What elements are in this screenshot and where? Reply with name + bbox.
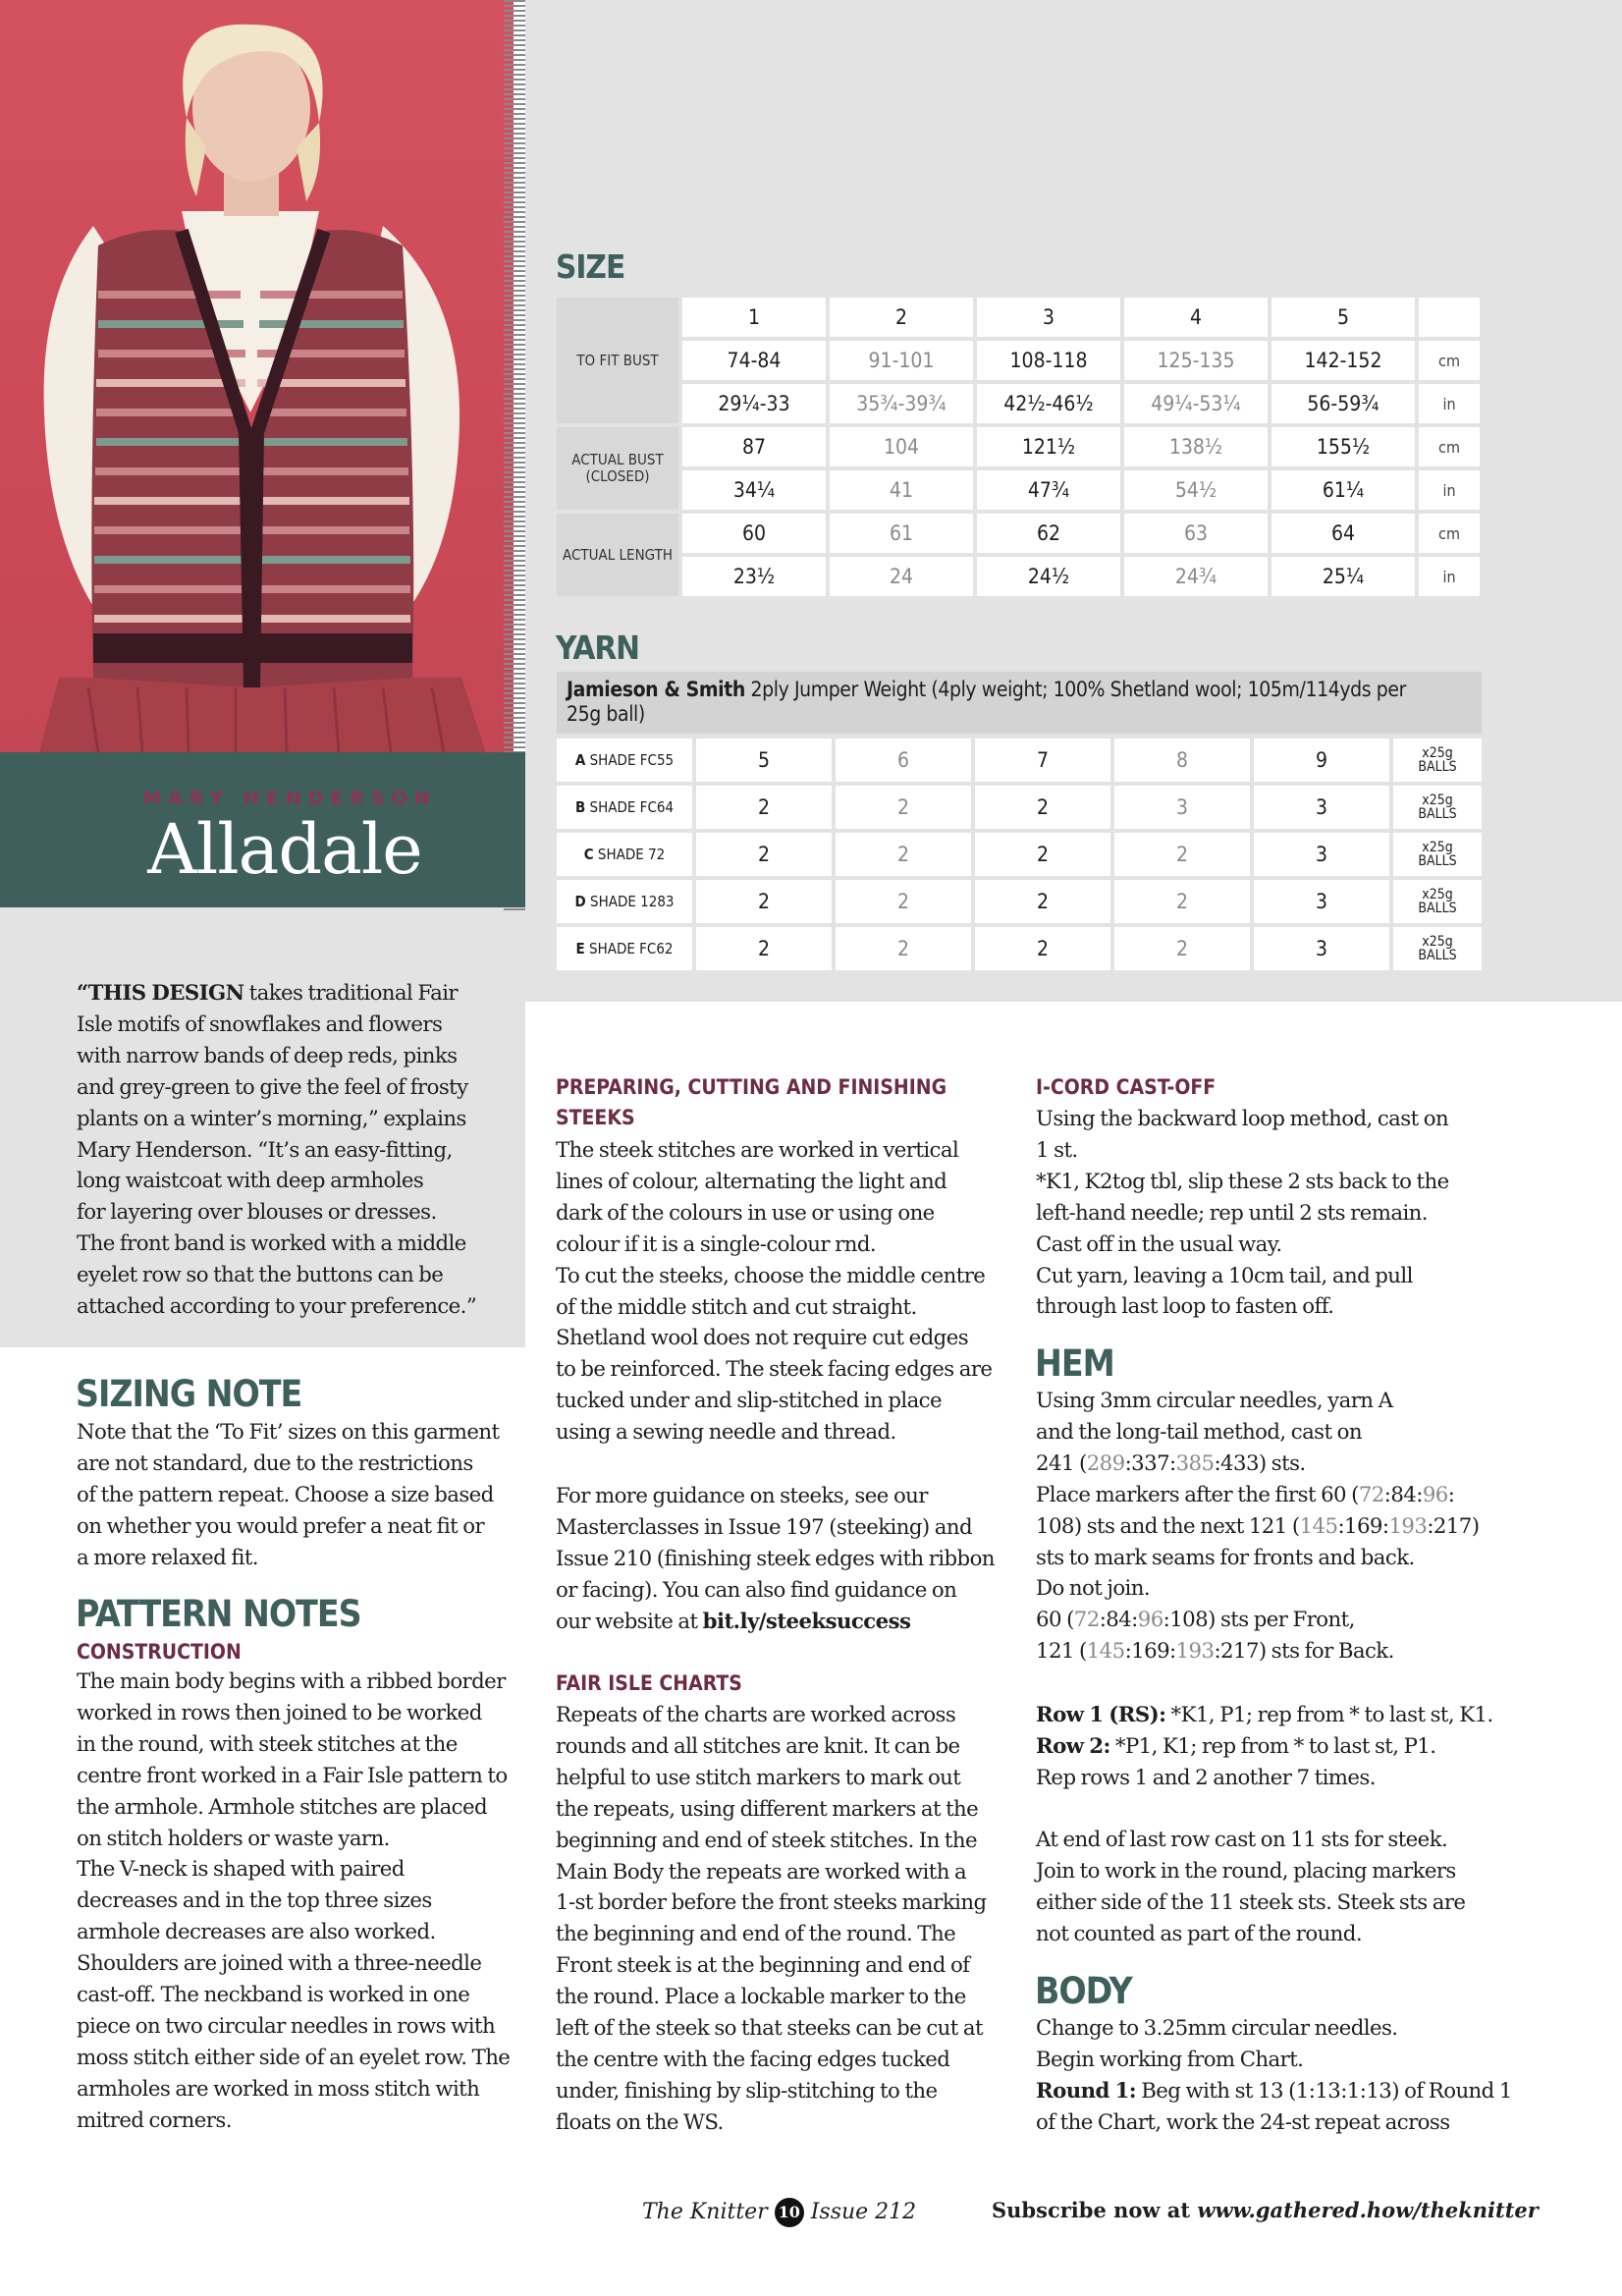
yarn-qty: 2: [975, 880, 1110, 923]
size-heading: SIZE: [556, 247, 625, 286]
footer-subscribe: Subscribe now at www.gathered.how/theknitter: [992, 2198, 1539, 2222]
hem-heading: HEM: [1035, 1342, 1114, 1385]
size-cell: 24½: [977, 557, 1120, 596]
size-unit: cm: [1419, 514, 1480, 553]
hem-rows: Row 1 (RS): *K1, P1; rep from * to last st, K1. Row 2: *P1, K1; rep from * to last st, P1. Rep rows 1 and 2 another 7 times.: [1036, 1703, 1493, 1790]
icord-heading: I-CORD CAST-OFF: [1036, 1075, 1216, 1099]
size-cell: 74-84: [682, 341, 826, 380]
size-unit: cm: [1419, 427, 1480, 466]
intro-line: attached according to your preference.”: [77, 1294, 477, 1320]
yarn-qty: 2: [1114, 833, 1250, 876]
designer-name: MARY HENDERSON: [142, 788, 437, 809]
yarn-shade: E SHADE FC62: [557, 927, 692, 970]
size-cell: 34¼: [682, 470, 826, 510]
yarn-qty: 2: [836, 786, 971, 829]
construction-heading: CONSTRUCTION: [77, 1640, 242, 1664]
steeks-text: The steek stitches are worked in vertical lines of colour, alternating the light and dark of the colours in use or using one colour if it is a single-colour rnd. To cut the steeks, choose the middle centre of the middle stitch and cut straight. Shetland wool does not require cut edges to be reinforced. The steek facing edges are tucked under and slip-stitched in place using a sewing needle and thread.: [556, 1138, 993, 1446]
intro-line: The front band is worked with a middle: [77, 1231, 466, 1257]
yarn-qty: 2: [696, 786, 832, 829]
size-cell: 60: [682, 514, 826, 553]
yarn-qty: 2: [836, 880, 971, 923]
intro-text: [77, 978, 476, 1323]
yarn-shade: A SHADE FC55: [557, 738, 692, 782]
size-unit: in: [1419, 384, 1480, 423]
yarn-qty: 6: [836, 738, 971, 782]
yarn-qty: 7: [975, 738, 1110, 782]
title-band: [0, 752, 525, 907]
size-cell: 24¾: [1124, 557, 1268, 596]
construction-text: The main body begins with a ribbed border worked in rows then joined to be worked in the round, with steek stitches at the centre front worked in a Fair Isle pattern to the armhole. Armhole stitches are placed on stitch holders or waste yarn. The V-neck is shaped with paired decreases and in the top three sizes armhole decreases are also worked. Shoulders are joined with a three-needle cast-off. The neckband is worked in one piece on two circular needles in rows with moss stitch either side of an eyelet row. The armholes are worked in moss stitch with mitred corners.: [77, 1669, 511, 2133]
size-cell: 41: [830, 470, 973, 510]
yarn-shade: C SHADE 72: [557, 833, 692, 876]
size-cell: 35¾-39¾: [830, 384, 973, 423]
size-number: 4: [1124, 298, 1268, 337]
size-cell: 155½: [1271, 427, 1415, 466]
yarn-qty: 8: [1114, 738, 1250, 782]
yarn-qty: 3: [1254, 880, 1389, 923]
yarn-qty: 3: [1254, 786, 1389, 829]
yarn-qty: 2: [975, 927, 1110, 970]
size-unit: in: [1419, 470, 1480, 510]
yarn-qty: 3: [1254, 927, 1389, 970]
size-number: 1: [682, 298, 826, 337]
yarn-qty: 2: [975, 833, 1110, 876]
yarn-qty: 2: [1114, 880, 1250, 923]
intro-line: eyelet row so that the buttons can be: [77, 1263, 444, 1288]
yarn-qty: 9: [1254, 738, 1389, 782]
size-cell: 104: [830, 427, 973, 466]
yarn-unit: x25g BALLS: [1393, 786, 1482, 829]
size-row-label: ACTUAL BUST (CLOSED): [557, 427, 678, 510]
yarn-shade: D SHADE 1283: [557, 880, 692, 923]
size-cell: 24: [830, 557, 973, 596]
size-number: 2: [830, 298, 973, 337]
model-photo: [0, 0, 514, 752]
sizing-note-heading: SIZING NOTE: [76, 1373, 302, 1415]
sizing-note-text: Note that the ‘To Fit’ sizes on this garment are not standard, due to the restrictions of the pattern repeat. Choose a size based on whether you would prefer a neat fit or a more relaxed fit.: [77, 1420, 500, 1570]
yarn-unit: x25g BALLS: [1393, 880, 1482, 923]
size-cell: 23½: [682, 557, 826, 596]
icord-text: Using the backward loop method, cast on 1 st. *K1, K2tog tbl, slip these 2 sts back to the left-hand needle; rep until 2 sts remain. Cast off in the usual way. Cut yarn, leaving a 10cm tail, and pull through last loop to fasten off.: [1036, 1107, 1449, 1320]
intro-line: and grey-green to give the feel of frosty: [77, 1074, 468, 1100]
size-cell: 42½-46½: [977, 384, 1120, 423]
intro-line: Mary Henderson. “It’s an easy-fitting,: [77, 1137, 453, 1163]
steeks-guidance-text: For more guidance on steeks, see our Masterclasses in Issue 197 (steeking) and Issue 210 (finishing steek edges with ribbon or facing). You can also find guidance on our website at bit.ly/steeksuccess: [556, 1484, 995, 1634]
size-row-label: ACTUAL LENGTH: [557, 514, 678, 596]
yarn-unit: x25g BALLS: [1393, 738, 1482, 782]
yarn-shade: B SHADE FC64: [557, 786, 692, 829]
yarn-qty: 2: [836, 833, 971, 876]
size-number: 5: [1271, 298, 1415, 337]
size-number: 3: [977, 298, 1120, 337]
yarn-qty: 2: [696, 833, 832, 876]
magazine-name: The Knitter: [642, 2200, 768, 2224]
size-unit: cm: [1419, 341, 1480, 380]
page-title: Alladale: [147, 809, 422, 890]
size-cell: 56-59¾: [1271, 384, 1415, 423]
size-cell: 142-152: [1271, 341, 1415, 380]
size-cell: 108-118: [977, 341, 1120, 380]
steeks-heading: PREPARING, CUTTING AND FINISHING: [556, 1075, 947, 1099]
size-cell: 87: [682, 427, 826, 466]
size-cell: 54½: [1124, 470, 1268, 510]
subscribe-link[interactable]: www.gathered.how/theknitter: [1197, 2198, 1539, 2222]
yarn-qty: 3: [1254, 833, 1389, 876]
yarn-qty: 5: [696, 738, 832, 782]
footer-issue: [642, 2198, 916, 2227]
fair-isle-heading: FAIR ISLE CHARTS: [556, 1671, 742, 1695]
size-cell: 61¼: [1271, 470, 1415, 510]
size-cell: 29¼-33: [682, 384, 826, 423]
steeks-link[interactable]: bit.ly/steeksuccess: [702, 1609, 911, 1634]
page-number-badge: 10: [775, 2198, 804, 2227]
model-illustration: [0, 0, 514, 752]
intro-line: for layering over blouses or dresses.: [77, 1200, 437, 1226]
yarn-table: [553, 735, 1486, 974]
size-cell: 47¾: [977, 470, 1120, 510]
hem-text: Using 3mm circular needles, yarn A and the long-tail method, cast on 241 (289:337:385:433) sts. Place markers after the first 60 (72:84:96: 108) sts and the next 121 (145:169:193:217) sts to mark seams for fronts and back. Do not join. 60 (72:84:96:108) sts per Front, 121 (145:169:193:217) sts for Back.: [1036, 1389, 1480, 1665]
size-unit-blank: [1419, 298, 1480, 337]
issue-number: Issue 212: [810, 2200, 917, 2224]
size-cell: 25¼: [1271, 557, 1415, 596]
yarn-description: Jamieson & Smith 2ply Jumper Weight (4ply weight; 100% Shetland wool; 105m/114yds per 25g ball): [557, 672, 1482, 734]
size-table: [553, 294, 1484, 600]
yarn-qty: 2: [975, 786, 1110, 829]
size-cell: 91-101: [830, 341, 973, 380]
size-row-label: TO FIT BUST: [557, 298, 678, 423]
body-text: Change to 3.25mm circular needles. Begin working from Chart. Round 1: Beg with st 13 (1:13:1:13) of Round 1 of the Chart, work the 24-st repeat across: [1036, 2016, 1512, 2135]
intro-line: Isle motifs of snowflakes and flowers: [77, 1011, 443, 1037]
yarn-qty: 2: [696, 880, 832, 923]
yarn-qty: 2: [1114, 927, 1250, 970]
body-heading: BODY: [1035, 1970, 1132, 2012]
size-cell: 62: [977, 514, 1120, 553]
fair-isle-text: Repeats of the charts are worked across rounds and all stitches are knit. It can be helpful to use stitch markers to mark out the repeats, using different markers at the beginning and end of steek stitches. In the Main Body the repeats are worked with a 1-st border before the front steeks marking the beginning and end of the round. The Front steek is at the beginning and end of the round. Place a lockable marker to the left of the steek so that steeks can be cut at the centre with the facing edges tucked under, finishing by slip-stitching to the floats on the WS.: [556, 1703, 987, 2135]
yarn-heading: YARN: [556, 629, 640, 667]
size-unit: in: [1419, 557, 1480, 596]
yarn-unit: x25g BALLS: [1393, 927, 1482, 970]
yarn-qty: 2: [696, 927, 832, 970]
size-cell: 125-135: [1124, 341, 1268, 380]
size-cell: 61: [830, 514, 973, 553]
pattern-notes-heading: PATTERN NOTES: [76, 1593, 361, 1635]
size-cell: 63: [1124, 514, 1268, 553]
steeks-heading-2: STEEKS: [556, 1106, 635, 1129]
yarn-brand: Jamieson & Smith: [567, 678, 745, 701]
yarn-qty: 2: [836, 927, 971, 970]
size-cell: 64: [1271, 514, 1415, 553]
intro-line: long waistcoat with deep armholes: [77, 1169, 424, 1194]
size-cell: 138½: [1124, 427, 1268, 466]
intro-line: plants on a winter’s morning,” explains: [77, 1106, 466, 1131]
size-cell: 49¼-53¼: [1124, 384, 1268, 423]
size-cell: 121½: [977, 427, 1120, 466]
intro-line: “THIS DESIGN takes traditional Fair: [77, 981, 459, 1006]
yarn-unit: x25g BALLS: [1393, 833, 1482, 876]
intro-line: with narrow bands of deep reds, pinks: [77, 1043, 458, 1068]
hem-steek-text: At end of last row cast on 11 sts for steek. Join to work in the round, placing markers either side of the 11 steek sts. Steek sts are not counted as part of the round.: [1036, 1828, 1466, 1946]
yarn-qty: 3: [1114, 786, 1250, 829]
